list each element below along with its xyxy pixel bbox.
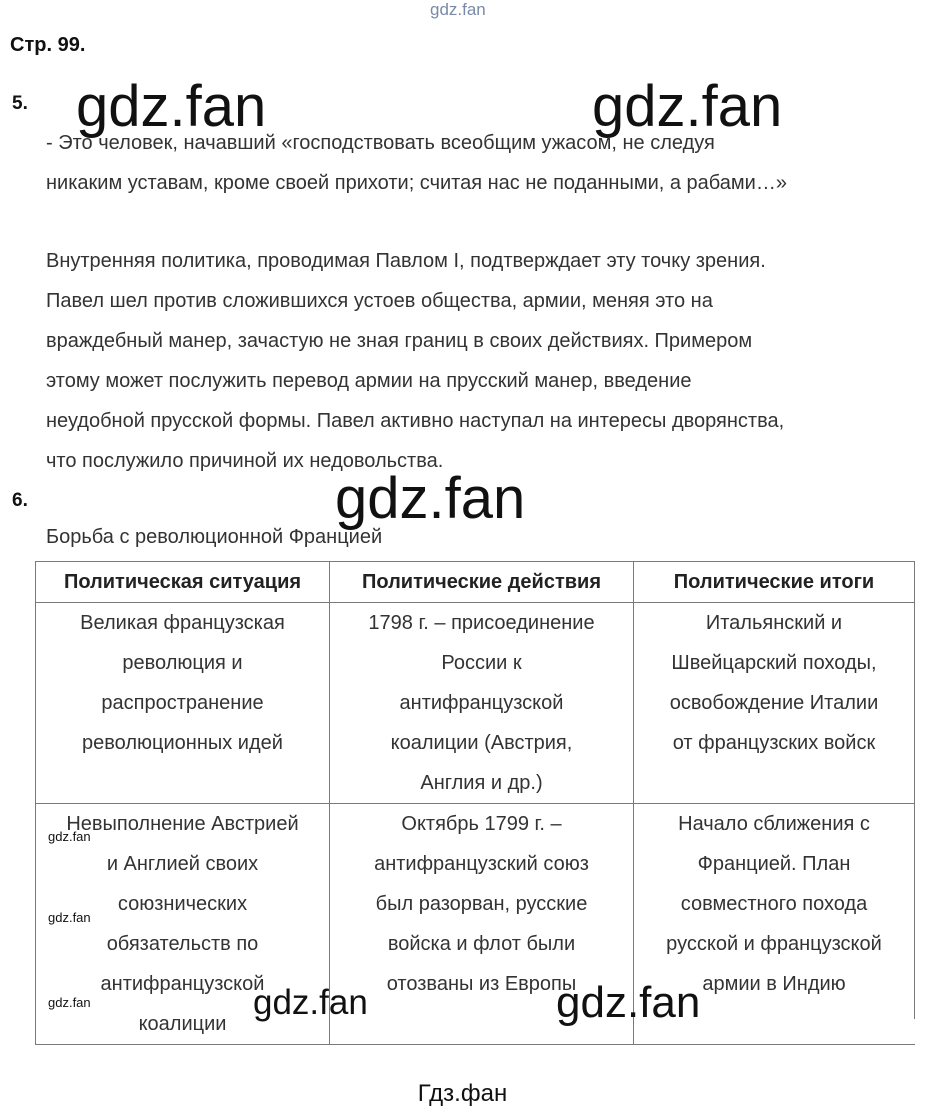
cell-line: Англия и др.) [420,772,543,794]
text-line: никаким уставам, кроме своей прихоти; считая нас не поданными, а рабами…» [46,172,787,194]
watermark-small: gdz.fan [48,910,91,925]
table-right-edge [914,801,915,1019]
cell-line: революционных идей [82,732,283,754]
cell-line: революция и [122,652,243,674]
cell-line: отозваны из Европы [386,973,577,995]
page-label: Стр. 99. [10,34,86,56]
cell-line: Невыполнение Австрией [66,813,299,835]
cell-line: был разорван, русские [375,893,588,915]
text-line: этому может послужить перевод армии на прусский манер, введение [46,370,692,392]
footer-label: Гдз.фан [417,1080,508,1107]
task-5-number: 5. [12,93,28,114]
history-table [35,561,915,1045]
table-header-cell: Политическая ситуация [36,562,330,603]
watermark-mid-left: gdz.fan [253,983,368,1022]
table-cell [634,603,915,804]
task-5-body [46,241,784,481]
table-cell [330,603,634,804]
text-line: Павел шел против сложившихся устоев общества, армии, меняя это на [46,290,713,312]
cell-line: совместного похода [680,893,868,915]
cell-line: коалиции [138,1013,227,1035]
watermark-big-right: gdz.fan [592,74,783,139]
text-line: - Это человек, начавший «господствовать всеобщим ужасом, не следуя [46,132,715,154]
cell-line: от французских войск [672,732,876,754]
watermark-small: gdz.fan [48,829,91,844]
table-bottom-gap [748,1038,918,1044]
cell-line: русской и французской [666,933,882,955]
cell-line: России к [441,652,522,674]
text-line: неудобной прусской формы. Павел активно наступал на интересы дворянства, [46,410,785,432]
table-row [36,804,915,1045]
table-cell [36,603,330,804]
watermark-mid-right: gdz.fan [556,978,701,1027]
cell-line: антифранцузский союз [374,853,589,875]
cell-line: 1798 г. – присоединение [368,612,595,634]
cell-line: войска и флот были [387,933,576,955]
task-6-number: 6. [12,490,28,511]
text-line: что послужило причиной их недовольства. [46,450,444,472]
cell-line: антифранцузской [100,973,265,995]
text-line: враждебный манер, зачастую не зная границ в своих действиях. Примером [46,330,753,352]
watermark-top: gdz.fan [430,0,486,19]
table-header-cell: Политические действия [330,562,634,603]
cell-line: армии в Индию [702,973,846,995]
text-line: Внутренняя политика, проводимая Павлом I, подтверждает эту точку зрения. [46,250,766,272]
cell-line: коалиции (Австрия, [390,732,573,754]
cell-line: и Англией своих [106,853,259,875]
cell-line: Великая французская [80,612,285,634]
cell-line: Итальянский и [705,612,843,634]
watermark-big-left: gdz.fan [76,74,267,139]
cell-line: Начало сближения с [678,813,870,835]
task-5-quote [46,123,787,203]
table-header-row [36,562,915,603]
watermark-small: gdz.fan [48,995,91,1010]
cell-line: союзнических [117,893,248,915]
cell-line: обязательств по [106,933,259,955]
watermark-big-center: gdz.fan [335,466,526,531]
cell-line: Швейцарский походы, [671,652,877,674]
cell-line: антифранцузской [399,692,564,714]
task-6-caption: Борьба с революционной Францией [46,526,383,548]
cell-line: распространение [101,692,264,714]
table-header-cell: Политические итоги [634,562,915,603]
cell-line: освобождение Италии [669,692,879,714]
cell-line: Октябрь 1799 г. – [401,813,562,835]
cell-line: Францией. План [697,853,851,875]
table-row [36,603,915,804]
